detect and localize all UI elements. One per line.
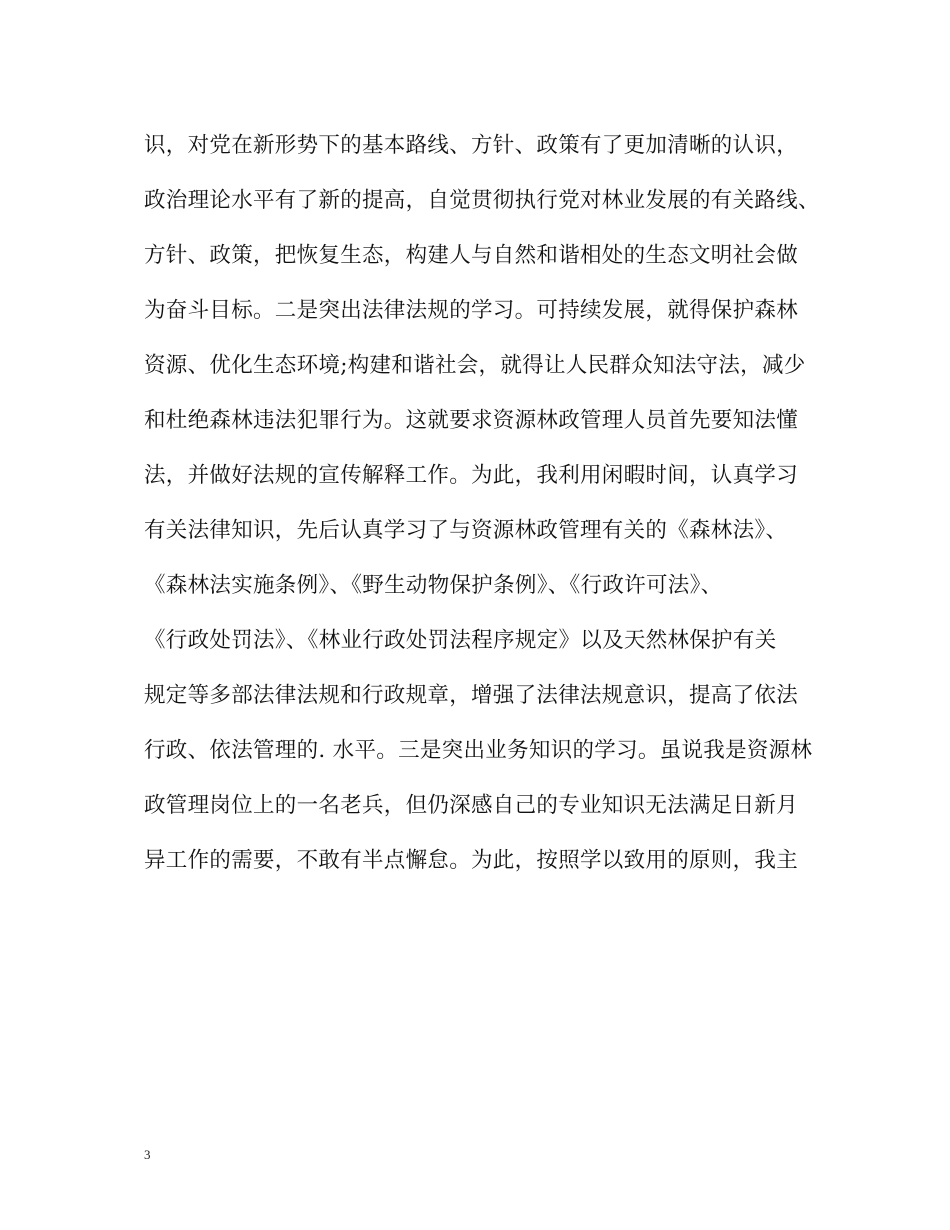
text-line-1: 识，对党在新形势下的基本路线、方针、政策有了更加清晰的认识， bbox=[144, 133, 799, 158]
text-line-8: 有关法律知识，先后认真学习了与资源林政管理有关的《森林法》、 bbox=[144, 518, 788, 543]
text-line-13: 政管理岗位上的一名老兵，但仍深感自己的专业知识无法满足日新月 bbox=[144, 793, 799, 818]
text-line-2: 政治理论水平有了新的提高，自觉贯彻执行党对林业发展的有关路线、 bbox=[144, 188, 820, 213]
body-text bbox=[144, 118, 824, 888]
text-line-12: 行政、依法管理的. 水平。三是突出业务知识的学习。虽说我是资源林 bbox=[144, 738, 813, 763]
text-line-3: 方针、政策，把恢复生态，构建人与自然和谐相处的生态文明社会做 bbox=[144, 243, 799, 268]
text-line-6: 和杜绝森林违法犯罪行为。这就要求资源林政管理人员首先要知法懂 bbox=[144, 408, 799, 433]
text-line-14: 异工作的需要，不敢有半点懈怠。为此，按照学以致用的原则，我主 bbox=[144, 848, 799, 873]
page-number: 3 bbox=[144, 1147, 151, 1162]
text-line-4: 为奋斗目标。二是突出法律法规的学习。可持续发展，就得保护森林 bbox=[144, 298, 799, 323]
text-line-11: 规定等多部法律法规和行政规章，增强了法律法规意识，提高了依法 bbox=[144, 683, 799, 708]
text-line-10: 《行政处罚法》、《林业行政处罚法程序规定》以及天然林保护有关 bbox=[144, 628, 777, 653]
text-line-5: 资源、优化生态环境;构建和谐社会，就得让人民群众知法守法，减少 bbox=[144, 353, 806, 378]
text-line-7: 法，并做好法规的宣传解释工作。为此，我利用闲暇时间，认真学习 bbox=[144, 463, 799, 488]
text-line-9: 《森林法实施条例》、《野生动物保护条例》、《行政许可法》、 bbox=[144, 573, 723, 598]
